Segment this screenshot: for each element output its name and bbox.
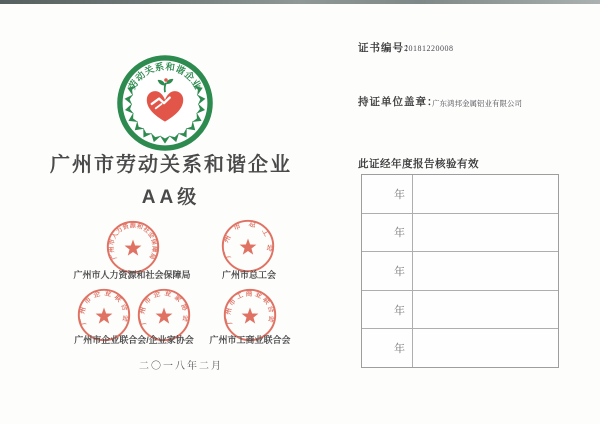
certificate-number-value: 20181220008	[404, 44, 454, 53]
emblem-arc-text: 劳动关系和谐企业	[127, 61, 203, 92]
star-icon	[240, 239, 257, 255]
year-cell	[362, 252, 413, 290]
year-cell	[362, 175, 413, 213]
holder-company-name: 广东鸿邦金属铝业有限公司	[432, 99, 522, 108]
harmonious-labor-relations-emblem-icon	[116, 54, 214, 152]
verification-row	[362, 291, 558, 330]
official-seal-trade-union	[220, 218, 276, 274]
year-cell	[362, 291, 413, 329]
issue-date: 二〇一八年二月	[139, 361, 223, 372]
svg-text:广州市企业家协会: 广州市企业家协会	[138, 289, 190, 326]
year-cell-label: 年	[394, 265, 405, 278]
svg-text:广州市工商业联合会: 广州市工商业联合会	[225, 290, 275, 326]
verification-row	[362, 252, 558, 291]
verification-row	[362, 329, 558, 367]
star-icon	[242, 308, 259, 324]
holder-seal-label: 持证单位盖章：	[358, 96, 439, 108]
year-cell-label: 年	[394, 304, 405, 317]
verification-row	[362, 175, 558, 214]
certificate-grade: AA级	[141, 187, 201, 208]
year-cell	[362, 329, 413, 367]
certificate-details-page	[332, 0, 600, 424]
seal-caption-trade-union: 广州市总工会	[221, 270, 276, 280]
annual-verification-table	[361, 174, 559, 368]
seal-caption-enterprise-associations: 广州市企业联合会/企业家协会	[74, 335, 194, 345]
seal-caption-industry-commerce: 广州市工商业联合会	[209, 335, 291, 345]
certificate-title: 广州市劳动关系和谐企业	[50, 154, 292, 176]
verification-row	[362, 214, 558, 253]
star-icon	[125, 240, 142, 256]
year-cell-label: 年	[394, 188, 405, 201]
verification-entry-cell	[413, 252, 558, 290]
star-icon	[156, 308, 173, 324]
svg-text:广州市人力资源和社会保障局: 广州市人力资源和社会保障局	[108, 222, 158, 261]
annual-verification-note: 此证经年度报告核验有效	[358, 158, 479, 170]
certificate-front-page	[10, 0, 332, 424]
star-icon	[96, 308, 113, 324]
svg-text:广州市企业联合会: 广州市企业联合会	[78, 289, 130, 326]
verification-entry-cell	[413, 175, 558, 213]
svg-text:广州市总工会: 广州市总工会	[221, 219, 275, 259]
official-seal-hr-bureau	[105, 219, 161, 275]
seal-caption-hr-bureau: 广州市人力资源和社会保障局	[73, 270, 191, 280]
verification-entry-cell	[413, 214, 558, 252]
verification-entry-cell	[413, 291, 558, 329]
verification-entry-cell	[413, 329, 558, 367]
year-cell-label: 年	[394, 343, 405, 356]
certificate-number-label: 证书编号：	[358, 42, 416, 54]
year-cell-label: 年	[394, 227, 405, 240]
year-cell	[362, 214, 413, 252]
